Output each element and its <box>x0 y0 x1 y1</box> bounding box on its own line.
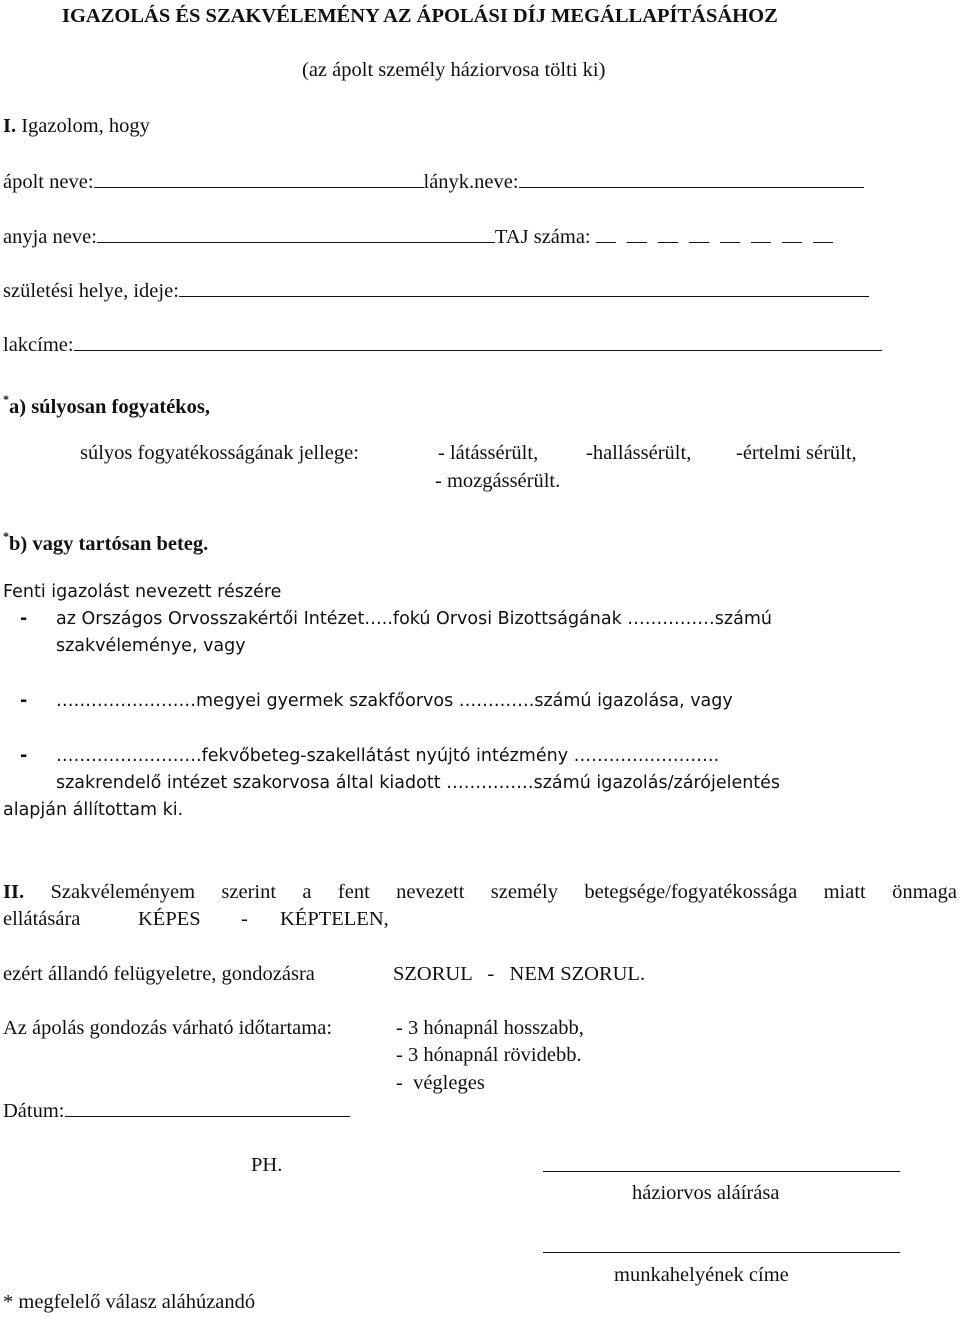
dash-1: - <box>20 609 28 629</box>
lanyk-neve-label: lányk.neve: <box>423 171 519 193</box>
item-2: ……………………megyei gyermek szakfőorvos ………….számú igazolása, vagy <box>56 691 733 711</box>
szuletesi-row <box>3 278 869 303</box>
duration-option-2[interactable]: - 3 hónapnál rövidebb. <box>396 1044 582 1066</box>
duration-option-1[interactable]: - 3 hónapnál hosszabb, <box>396 1017 584 1039</box>
anyja-neve-label: anyja neve: <box>3 226 97 248</box>
jellege-3: -értelmi sérült, <box>736 442 857 464</box>
anyja-neve-row <box>3 224 844 249</box>
lakcim-label: lakcíme: <box>3 334 74 356</box>
star-b: * <box>3 529 9 543</box>
section-2-label: II. <box>3 881 25 903</box>
lanyk-neve-field[interactable] <box>519 169 864 188</box>
taj-field[interactable] <box>596 226 844 248</box>
workplace-line[interactable] <box>543 1252 900 1253</box>
dash-2: - <box>20 691 28 711</box>
signature-line[interactable] <box>543 1171 900 1172</box>
szuletesi-field[interactable] <box>179 278 869 297</box>
apolt-neve-label: ápolt neve: <box>3 171 94 193</box>
anyja-neve-field[interactable] <box>97 224 495 243</box>
datum-field[interactable] <box>65 1098 350 1117</box>
dash-3: - <box>20 746 28 766</box>
star-a: * <box>3 392 9 406</box>
duration-label: Az ápolás gondozás várható időtartama: <box>3 1017 333 1039</box>
section-1-intro <box>3 114 150 138</box>
taj-label: TAJ száma: <box>494 226 591 248</box>
lakcim-row <box>3 332 882 357</box>
lakcim-field[interactable] <box>74 332 882 351</box>
duration-option-3[interactable]: - végleges <box>396 1072 485 1094</box>
kepes-option[interactable]: KÉPES <box>138 908 201 930</box>
signature-label: háziorvos aláírása <box>632 1182 780 1204</box>
datum-label: Dátum: <box>3 1100 65 1122</box>
jellege-1: - látássérült, <box>438 442 539 464</box>
szorul-options[interactable]: SZORUL - NEM SZORUL. <box>393 963 646 985</box>
option-b-text: b) vagy tartósan beteg. <box>9 533 209 555</box>
page-subtitle: (az ápolt személy háziorvosa tölti ki) <box>302 59 606 81</box>
kepes-dash: - <box>241 908 248 930</box>
option-a-text: a) súlyosan fogyatékos, <box>9 396 211 418</box>
felugyelet-text: ezért állandó felügyeletre, gondozásra <box>3 963 315 985</box>
item-1-line-2: szakvéleménye, vagy <box>56 636 246 656</box>
szuletesi-label: születési helye, ideje: <box>3 280 179 302</box>
jellege-label: súlyos fogyatékosságának jellege: <box>80 442 359 464</box>
item-3-line-1: …………………….fekvőbeteg-szakellátást nyújtó intézmény ……………………. <box>56 746 720 766</box>
ph-label: PH. <box>251 1154 283 1176</box>
keptelen-option[interactable]: KÉPTELEN, <box>280 908 389 930</box>
section-2-text: Szakvéleményem szerint a fent nevezett személy betegsége/fogyatékossága miatt önmaga <box>50 881 957 903</box>
page-title: IGAZOLÁS ÉS SZAKVÉLEMÉNY AZ ÁPOLÁSI DÍJ MEGÁLLAPÍTÁSÁHOZ <box>62 5 778 27</box>
jellege-4: - mozgássérült. <box>435 470 561 492</box>
footnote: * megfelelő válasz aláhúzandó <box>3 1291 256 1313</box>
option-b <box>3 524 208 556</box>
section-2-line-2 <box>3 907 80 931</box>
datum-row <box>3 1098 350 1123</box>
ellatasara-text: ellátására <box>3 908 81 930</box>
apolt-neve-field[interactable] <box>94 169 424 188</box>
section-2-line-1 <box>3 880 957 904</box>
item-3-line-2: szakrendelő intézet szakorvosa által kiadott ……………számú igazolás/zárójelentés <box>56 773 781 793</box>
section-1-label: I. <box>3 115 17 137</box>
option-a <box>3 387 210 419</box>
fenti-text: Fenti igazolást nevezett részére <box>3 582 282 602</box>
jellege-2: -hallássérült, <box>586 442 692 464</box>
workplace-label: munkahelyének címe <box>614 1264 789 1286</box>
item-3-line-3: alapján állítottam ki. <box>3 800 184 820</box>
apolt-neve-row <box>3 169 864 194</box>
intro-text: Igazolom, hogy <box>21 115 150 137</box>
item-1-line-1: az Országos Orvosszakértői Intézet…..fokú Orvosi Bizottságának ……………számú <box>56 609 772 629</box>
